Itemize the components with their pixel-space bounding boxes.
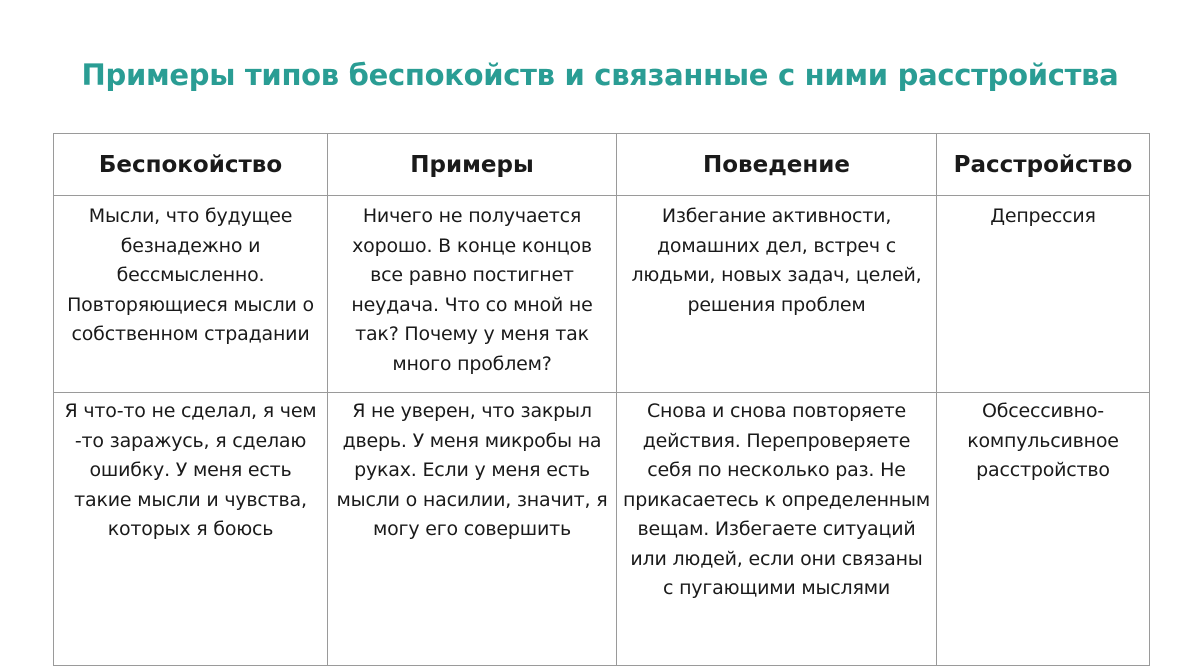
header-disorder: Расстройство (937, 134, 1150, 196)
cell-text: Мысли, что будущее безнадежно и бессмысленно. Повторяющиеся мысли о собственном страдании (67, 205, 314, 345)
cell-behavior (617, 196, 937, 393)
header-behavior: Поведение (617, 134, 937, 196)
cell-examples (328, 196, 617, 393)
cell-text: Обсессивно-компульсивное расстройство (967, 400, 1119, 481)
anxiety-table (53, 133, 1150, 666)
cell-text: Избегание активности, домашних дел, встреч с людьми, новых задач, целей, решения проблем (631, 205, 922, 316)
cell-worry (54, 196, 328, 393)
table-row (54, 196, 1150, 393)
cell-text: Я что-то не сделал, я чем -то заражусь, я сделаю ошибку. У меня есть такие мысли и чувства, которых я боюсь (64, 400, 317, 540)
table-row (54, 393, 1150, 666)
page-title: Примеры типов беспокойств и связанные с ними расстройства (81, 58, 1119, 92)
cell-behavior (617, 393, 937, 666)
cell-text: Снова и снова повторяете действия. Перепроверяете себя по несколько раз. Не прикасаетесь к определенным вещам. Избегаете ситуаций или людей, если они связаны с пугающими мыслями (623, 400, 930, 599)
cell-examples (328, 393, 617, 666)
header-examples: Примеры (328, 134, 617, 196)
cell-text: Ничего не получается хорошо. В конце концов все равно постигнет неудача. Что со мной не так? Почему у меня так много проблем? (351, 205, 593, 375)
cell-text: Я не уверен, что закрыл дверь. У меня микробы на руках. Если у меня есть мысли о насилии, значит, я могу его совершить (336, 400, 608, 540)
cell-text: Депрессия (990, 205, 1096, 227)
table-header-row (54, 134, 1150, 196)
cell-disorder (937, 196, 1150, 393)
cell-disorder (937, 393, 1150, 666)
header-worry: Беспокойство (54, 134, 328, 196)
cell-worry (54, 393, 328, 666)
